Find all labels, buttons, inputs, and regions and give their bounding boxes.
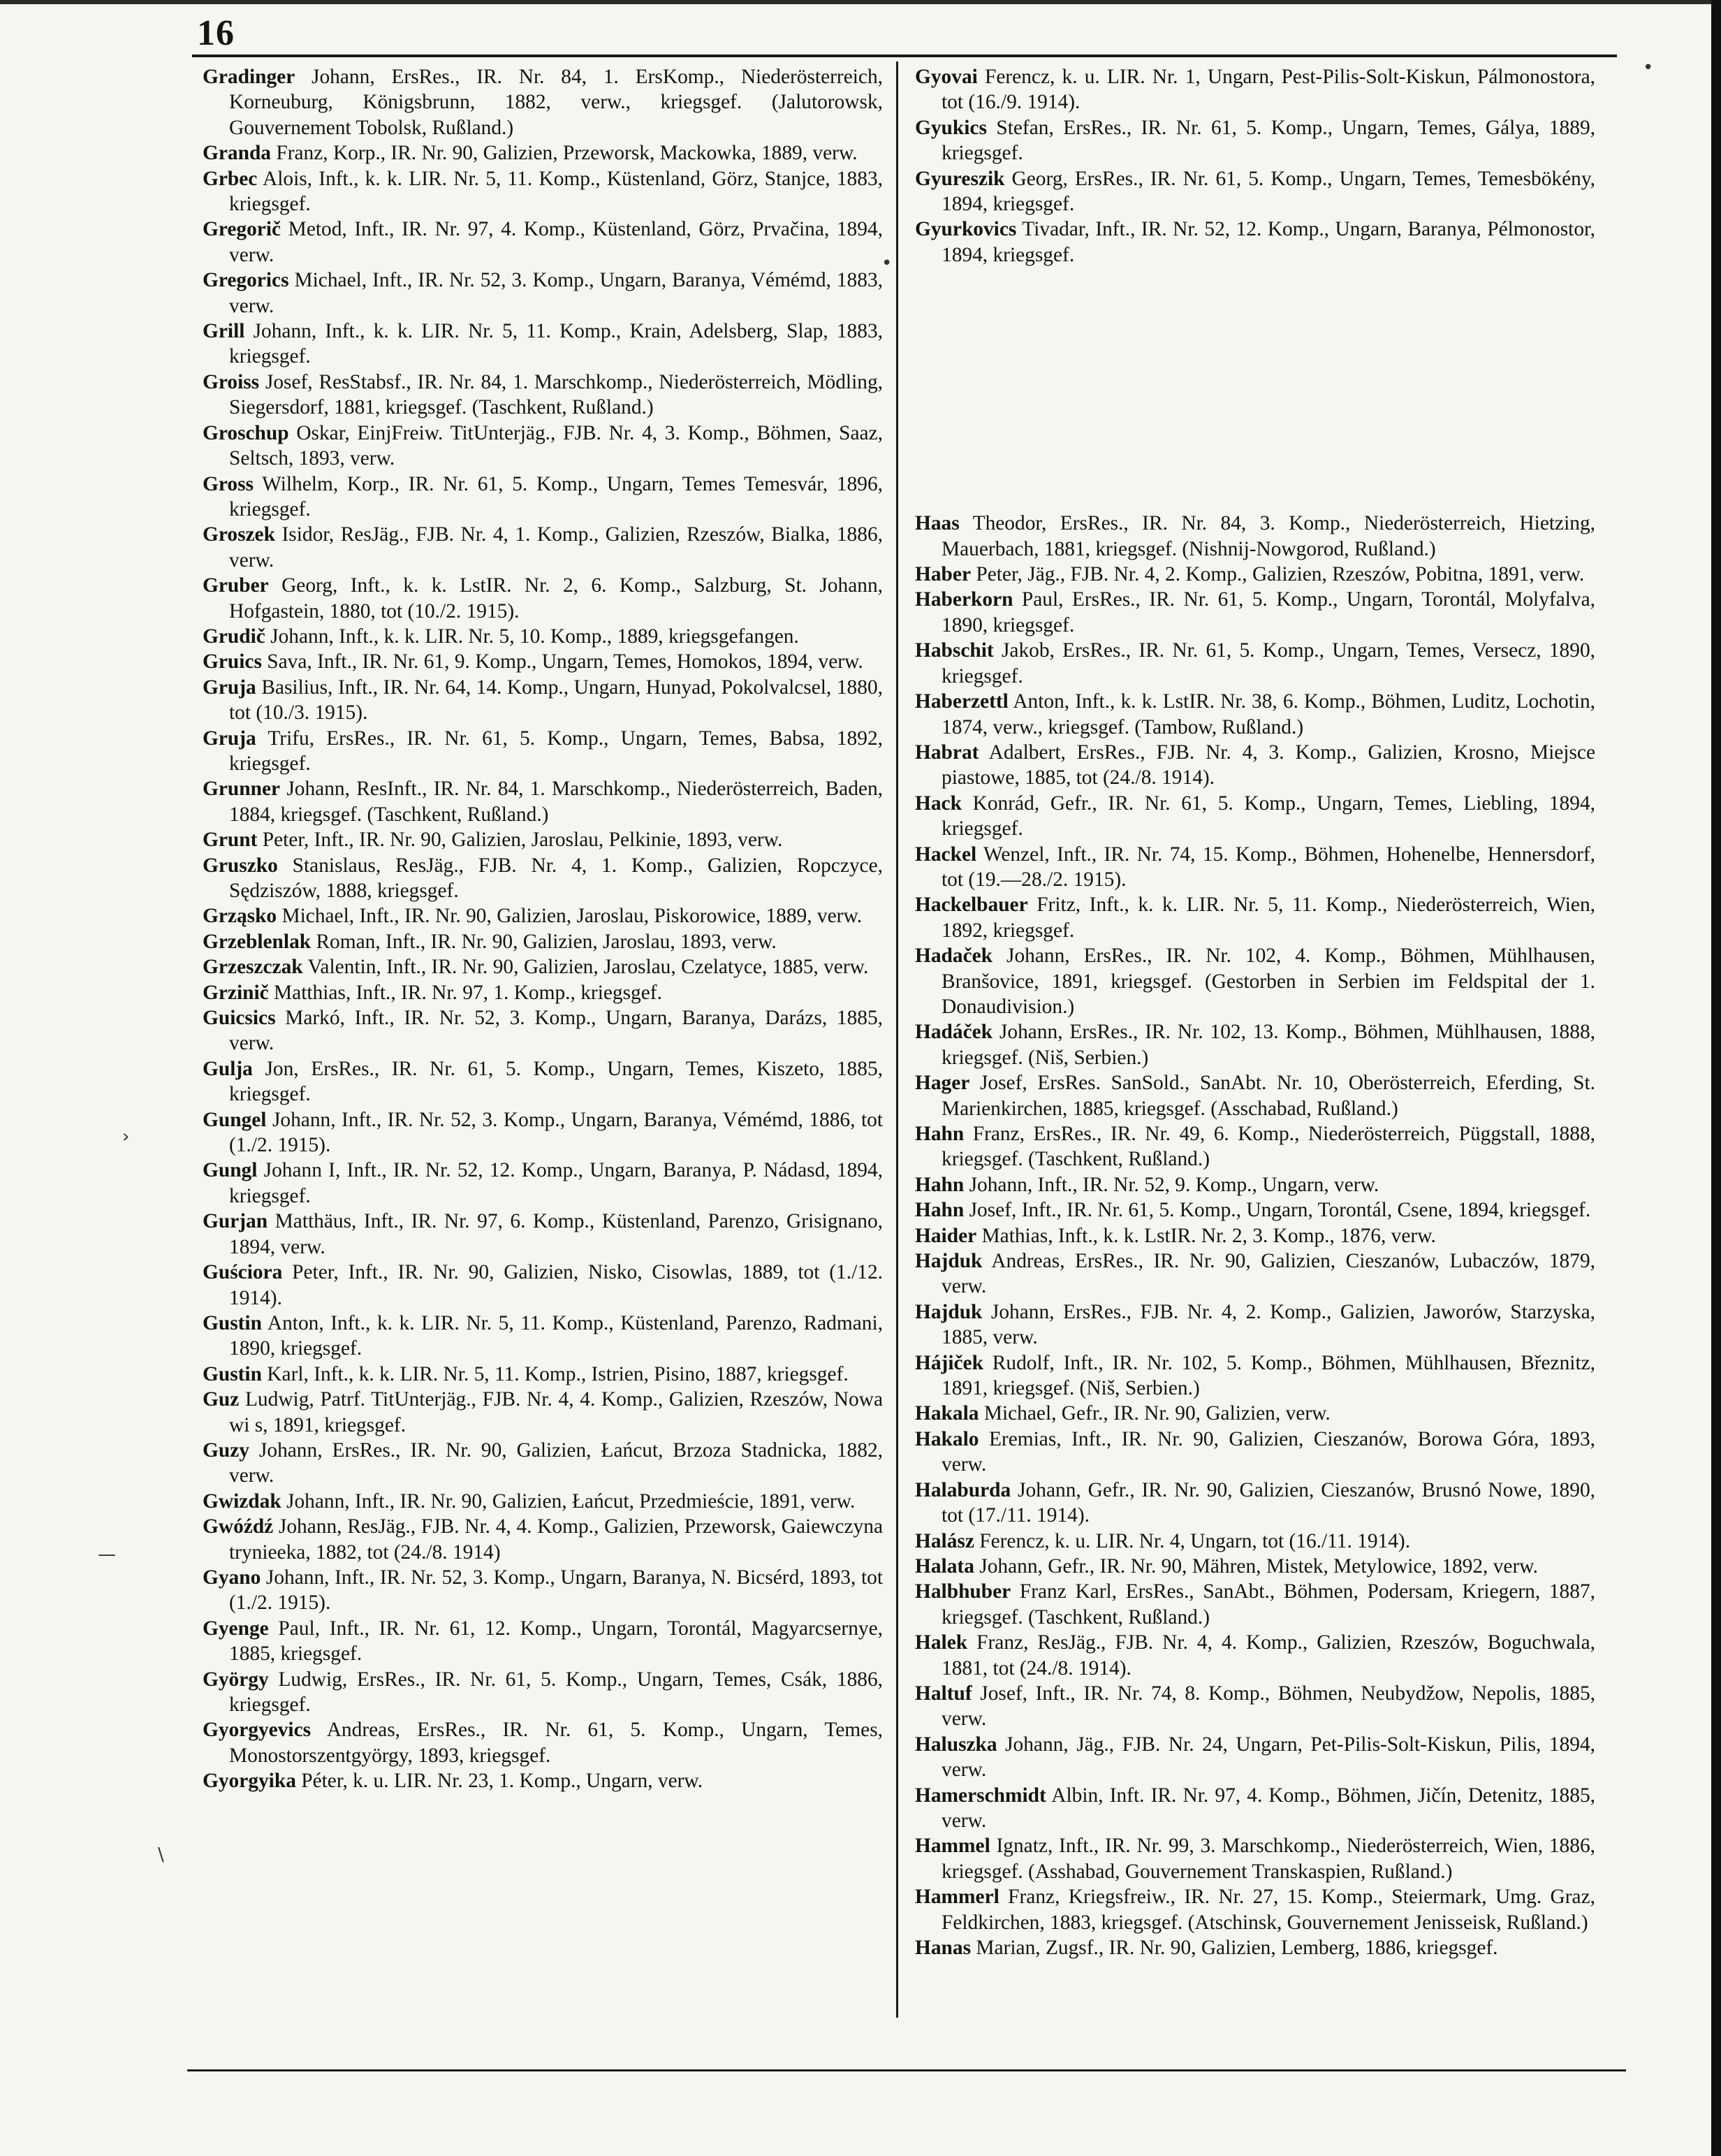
entry-details: Johann, Inft., k. k. LIR. Nr. 5, 10. Komp., 1889, kriegsgefangen. [265,625,799,648]
entry-surname: Groschup [203,421,289,444]
entry-details: Metod, Inft., IR. Nr. 97, 4. Komp., Küstenland, Görz, Prvačina, 1894, verw. [229,218,883,266]
list-entry [203,319,883,370]
entry-details: Oskar, EinjFreiw. TitUnterjäg., FJB. Nr. 4, 3. Komp., Böhmen, Saaz, Seltsch, 1893, verw. [229,421,883,470]
entry-details: Johann, Inft., IR. Nr. 52, 9. Komp., Ungarn, verw. [964,1173,1379,1196]
entry-details: Rudolf, Inft., IR. Nr. 102, 5. Komp., Böhmen, Mühlhausen, Březnitz, 1891, kriegsgef. (Niš, Serbien.) [942,1351,1595,1400]
entry-surname: Grudič [203,625,265,648]
entry-surname: Hájiček [915,1351,983,1374]
entry-details: Sava, Inft., IR. Nr. 61, 9. Komp., Ungarn, Temes, Homokos, 1894, verw. [261,650,863,673]
entry-surname: Haltuf [915,1682,972,1705]
left-column [203,64,883,1794]
entry-details: Ludwig, ErsRes., IR. Nr. 61, 5. Komp., Ungarn, Temes, Csák, 1886, kriegsgef. [229,1668,883,1716]
list-entry [915,638,1595,689]
list-entry [203,1158,883,1209]
list-entry [915,587,1595,638]
list-entry [203,522,883,573]
entry-surname: Grzeblenlak [203,930,312,953]
list-entry [203,64,883,140]
entry-details: Johann, Inft., IR. Nr. 52, 3. Komp., Ungarn, Baranya, N. Bicsérd, 1893, tot (1./2. 1915). [229,1566,883,1615]
list-entry [203,370,883,421]
stray-mark: › [122,1126,130,1147]
entry-details: Albin, Inft. IR. Nr. 97, 4. Komp., Böhmen, Jičín, Detenitz, 1885, verw. [942,1784,1595,1832]
entry-details: Karl, Inft., k. k. LIR. Nr. 5, 11. Komp., Istrien, Pisino, 1887, kriegsgef. [261,1362,849,1385]
entry-surname: Hack [915,792,962,815]
list-entry [203,903,883,928]
list-entry [915,511,1595,562]
entry-surname: Habschit [915,639,994,662]
entry-surname: Guściora [203,1261,283,1284]
entry-surname: Gungel [203,1108,267,1131]
list-entry [915,1350,1595,1401]
list-entry [915,562,1595,587]
entry-surname: Gustin [203,1311,262,1334]
entry-details: Johann, Jäg., FJB. Nr. 24, Ungarn, Pet-Pilis-Solt-Kiskun, Pilis, 1894, verw. [942,1733,1595,1782]
stray-mark: • [881,253,893,274]
entry-details: Tivadar, Inft., IR. Nr. 52, 12. Komp., Ungarn, Baranya, Pélmonostor, 1894, kriegsgef. [942,218,1595,266]
entry-details: Johann, ErsRes., IR. Nr. 102, 13. Komp., Böhmen, Mühlhausen, 1888, kriegsgef. (Niš, Serbien.) [942,1021,1595,1069]
entry-details: Anton, Inft., k. k. LstIR. Nr. 38, 6. Komp., Böhmen, Luditz, Lochotin, 1874, verw., kriegsgef. (Tambow, Rußland.) [942,690,1595,738]
entry-surname: Haberzettl [915,690,1009,713]
list-entry [915,1579,1595,1630]
list-entry [203,649,883,674]
entry-details: Franz, ResJäg., FJB. Nr. 4, 4. Komp., Galizien, Rzeszów, Boguchwala, 1881, tot (24./8. 1914). [942,1631,1595,1680]
entry-surname: Gyorgyika [203,1770,296,1793]
list-entry [203,980,883,1005]
list-entry [915,1070,1595,1121]
list-entry [203,1362,883,1387]
entry-surname: Guicsics [203,1007,276,1030]
entry-surname: Halász [915,1529,974,1552]
entry-surname: Haider [915,1224,977,1247]
entry-details: Wilhelm, Korp., IR. Nr. 61, 5. Komp., Ungarn, Temes Temesvár, 1896, kriegsgef. [229,472,883,520]
entry-details: Michael, Gefr., IR. Nr. 90, Galizien, verw. [979,1402,1331,1425]
entry-surname: Habrat [915,741,979,764]
list-entry [915,1248,1595,1299]
entry-details: Peter, Jäg., FJB. Nr. 4, 2. Komp., Galizien, Rzeszów, Pobitna, 1891, verw. [971,563,1585,586]
right-column-top-entries [915,64,1595,268]
list-entry [915,740,1595,791]
entry-surname: Haberkorn [915,588,1013,611]
list-entry [203,1438,883,1489]
list-entry [915,1223,1595,1248]
entry-details: Mathias, Inft., k. k. LstIR. Nr. 2, 3. Komp., 1876, verw. [976,1224,1436,1247]
list-entry [203,1717,883,1768]
entry-details: Johann, ErsRes., FJB. Nr. 4, 2. Komp., Galizien, Jaworów, Starzyska, 1885, verw. [942,1300,1595,1349]
list-entry [915,943,1595,1019]
stray-mark: \ [158,1844,164,1865]
entry-surname: Hahn [915,1123,965,1145]
entry-details: Franz, ErsRes., IR. Nr. 49, 6. Komp., Niederösterreich, Püggstall, 1888, kriegsgef. (Taschkent, Rußland.) [942,1123,1595,1171]
entry-details: Wenzel, Inft., IR. Nr. 74, 15. Komp., Böhmen, Hohenelbe, Hennersdorf, tot (19.—28./2. 1915). [942,843,1595,891]
entry-surname: Groszek [203,523,275,546]
list-entry [915,1019,1595,1070]
entry-surname: Hakala [915,1402,979,1425]
list-entry [915,64,1595,115]
entry-details: Johann, Inft., k. k. LIR. Nr. 5, 11. Komp., Krain, Adelsberg, Slap, 1883, kriegsgef. [229,320,883,368]
entry-surname: Hakalo [915,1427,979,1450]
list-entry [203,1005,883,1056]
list-entry [915,1401,1595,1426]
list-entry [203,573,883,624]
entry-details: Theodor, ErsRes., IR. Nr. 84, 3. Komp., Niederösterreich, Hietzing, Mauerbach, 1881, kriegsgef. (Nishnij-Nowgorod, Rußland.) [942,512,1595,560]
entry-details: Stefan, ErsRes., IR. Nr. 61, 5. Komp., Ungarn, Temes, Gálya, 1889, kriegsgef. [942,116,1595,165]
entry-surname: Gregorič [203,218,281,241]
entry-details: Johann, ErsRes., IR. Nr. 84, 1. ErsKomp., Niederösterreich, Korneuburg, Königsbrunn, 1882, verw., kriegsgef. (Jalutorowsk, Gouvernement Tobolsk, Rußland.) [229,66,883,139]
list-entry [203,217,883,268]
entry-surname: Gyukics [915,116,987,139]
list-entry [203,1667,883,1718]
list-entry [915,689,1595,740]
entry-surname: Gruber [203,574,269,597]
entry-surname: Hamerschmidt [915,1784,1046,1807]
entry-surname: Haber [915,563,971,586]
entry-surname: Hadaček [915,945,993,968]
entry-details: Franz, Korp., IR. Nr. 90, Galizien, Przeworsk, Mackowka, 1889, verw. [271,142,858,165]
entry-details: Franz Karl, ErsRes., SanAbt., Böhmen, Podersam, Kriegern, 1887, kriegsgef. (Taschkent, Rußland.) [942,1580,1595,1629]
page-number: 16 [197,13,235,53]
entry-surname: Gyovai [915,66,978,88]
entry-details: Valentin, Inft., IR. Nr. 90, Galizien, Jaroslau, Czelatyce, 1885, verw. [302,956,869,979]
list-entry [203,1311,883,1362]
entry-details: Fritz, Inft., k. k. LIR. Nr. 5, 11. Komp., Niederösterreich, Wien, 1892, kriegsgef. [942,894,1595,942]
footer-rule [187,2069,1626,2071]
entry-details: Peter, Inft., IR. Nr. 90, Galizien, Jaroslau, Pelkinie, 1893, verw. [257,829,783,852]
list-entry [915,791,1595,842]
list-entry [203,1260,883,1311]
entry-surname: Gross [203,472,254,495]
entry-surname: Halata [915,1554,974,1578]
entry-details: Marian, Zugsf., IR. Nr. 90, Galizien, Lemberg, 1886, kriegsgef. [971,1937,1498,1959]
entry-details: Josef, Inft., IR. Nr. 61, 5. Komp., Ungarn, Torontál, Csene, 1894, kriegsgef. [964,1199,1591,1222]
right-column-entries [915,511,1595,1960]
entry-surname: Gyureszik [915,167,1005,190]
entry-details: Eremias, Inft., IR. Nr. 90, Galizien, Cieszanów, Borowa Góra, 1893, verw. [942,1427,1595,1476]
header-rule [192,54,1617,57]
entry-details: Ferencz, k. u. LIR. Nr. 4, Ungarn, tot (16./11. 1914). [974,1529,1411,1552]
entry-details: Ferencz, k. u. LIR. Nr. 1, Ungarn, Pest-Pilis-Solt-Kiskun, Pálmonostora, tot (16./9. 1914). [942,66,1595,114]
entry-surname: Halek [915,1631,968,1654]
entry-surname: Gruja [203,727,256,750]
entry-details: Paul, ErsRes., IR. Nr. 61, 5. Komp., Ungarn, Torontál, Molyfalva, 1890, kriegsgef. [942,588,1595,636]
entry-details: Johann, ResJäg., FJB. Nr. 4, 4. Komp., Galizien, Przeworsk, Gaiewczyna trynieeka, 1882, tot (24./8. 1914) [229,1515,883,1564]
entry-details: Johann, ErsRes., IR. Nr. 102, 4. Komp., Böhmen, Mühlhausen, Branšovice, 1891, kriegsgef. (Gestorben in Serbien im Feldspital der 1. Donaudivision.) [942,945,1595,1018]
section-gap [915,268,1595,511]
entry-surname: Gyorgyevics [203,1719,312,1742]
entry-details: Johann, ResInft., IR. Nr. 84, 1. Marschkomp., Niederösterreich, Baden, 1884, kriegsgef. (Taschkent, Rußland.) [229,778,883,826]
list-entry [203,1616,883,1667]
entry-surname: Hackelbauer [915,894,1028,917]
entry-details: Josef, Inft., IR. Nr. 74, 8. Komp., Böhmen, Neubydžow, Nepolis, 1885, verw. [942,1682,1595,1731]
column-divider [896,61,898,2018]
entry-surname: Gyenge [203,1617,269,1640]
entry-surname: Granda [203,142,271,165]
entry-details: Andreas, ErsRes., IR. Nr. 90, Galizien, Cieszanów, Lubaczów, 1879, verw. [942,1250,1595,1298]
entry-details: Adalbert, ErsRes., FJB. Nr. 4, 3. Komp., Galizien, Krosno, Miejsce piastowe, 1885, tot (24./8. 1914). [942,741,1595,789]
list-entry [203,1056,883,1107]
entry-surname: Gyano [203,1566,261,1589]
entry-surname: Haas [915,512,960,535]
entry-surname: Groiss [203,370,260,393]
entry-details: Peter, Inft., IR. Nr. 90, Galizien, Nisko, Cisowlas, 1889, tot (1./12. 1914). [229,1261,883,1309]
entry-surname: Gungl [203,1159,258,1182]
right-column [915,64,1595,1960]
entry-surname: Grząsko [203,905,277,928]
entry-details: Georg, Inft., k. k. LstIR. Nr. 2, 6. Komp., Salzburg, St. Johann, Hofgastein, 1880, tot (10./2. 1915). [229,574,883,622]
entry-surname: Grzinič [203,981,269,1004]
entry-details: Konrád, Gefr., IR. Nr. 61, 5. Komp., Ungarn, Temes, Liebling, 1894, kriegsgef. [942,792,1595,840]
entry-details: Michael, Inft., IR. Nr. 52, 3. Komp., Ungarn, Baranya, Vémémd, 1883, verw. [229,269,883,317]
entry-details: Stanislaus, ResJäg., FJB. Nr. 4, 1. Komp., Galizien, Ropczyce, Sędziszów, 1888, kriegsgef. [229,854,883,902]
list-entry [203,1107,883,1158]
entry-surname: Hahn [915,1199,965,1222]
entry-surname: Hanas [915,1937,972,1959]
list-entry [203,929,883,954]
entry-details: Johann I, Inft., IR. Nr. 52, 12. Komp., Ungarn, Baranya, P. Nádasd, 1894, kriegsgef. [229,1159,883,1207]
list-entry [203,624,883,649]
list-entry [203,140,883,166]
stray-mark: • [1643,57,1654,78]
entry-details: Basilius, Inft., IR. Nr. 64, 14. Komp., Ungarn, Hunyad, Pokolvalcsel, 1880, tot (10./3. 1915). [229,676,883,724]
list-entry [203,1209,883,1260]
list-entry [203,1768,883,1793]
entry-surname: Gurjan [203,1210,268,1233]
entry-surname: Gustin [203,1362,262,1385]
entry-details: Michael, Inft., IR. Nr. 90, Galizien, Jaroslau, Piskorowice, 1889, verw. [277,905,863,928]
entry-details: Markó, Inft., IR. Nr. 52, 3. Komp., Ungarn, Baranya, Darázs, 1885, verw. [229,1007,883,1055]
entry-details: Matthäus, Inft., IR. Nr. 97, 6. Komp., Küstenland, Parenzo, Grisignano, 1894, verw. [229,1210,883,1258]
list-entry [915,1681,1595,1732]
list-entry [203,268,883,319]
entry-surname: Halbhuber [915,1580,1011,1603]
entry-surname: Grunt [203,829,258,852]
list-entry [203,1489,883,1514]
list-entry [203,954,883,979]
entry-details: Trifu, ErsRes., IR. Nr. 61, 5. Komp., Ungarn, Temes, Babsa, 1892, kriegsgef. [229,727,883,775]
entry-details: Johann, Inft., IR. Nr. 90, Galizien, Łańcut, Przedmieście, 1891, verw. [281,1489,856,1513]
list-entry [915,1172,1595,1197]
entry-surname: Halaburda [915,1478,1011,1501]
list-entry [915,1427,1595,1478]
entry-surname: Gruszko [203,854,278,877]
entry-surname: Grbec [203,167,258,190]
scan-edge-top [0,0,1721,4]
entry-details: Ignatz, Inft., IR. Nr. 99, 3. Marschkomp., Niederösterreich, Wien, 1886, kriegsgef. (Asshabad, Gouvernement Transkaspien, Rußland.) [942,1835,1595,1883]
list-entry [915,1478,1595,1529]
entry-surname: Guzy [203,1438,249,1462]
entry-surname: Grunner [203,778,281,801]
entry-surname: Hammerl [915,1886,999,1909]
entry-details: Ludwig, Patrf. TitUnterjäg., FJB. Nr. 4, 4. Komp., Galizien, Rzeszów, Nowa wi s, 1891, kriegsgef. [229,1388,883,1436]
entry-details: Jakob, ErsRes., IR. Nr. 61, 5. Komp., Ungarn, Temes, Versecz, 1890, kriegsgef. [942,639,1595,687]
entry-surname: György [203,1668,269,1691]
entry-details: Matthias, Inft., IR. Nr. 97, 1. Komp., kriegsgef. [268,981,662,1004]
entry-details: Josef, ResStabsf., IR. Nr. 84, 1. Marschkomp., Niederösterreich, Mödling, Siegersdorf, 1881, kriegsgef. (Taschkent, Rußland.) [229,370,883,419]
entry-surname: Grill [203,320,245,343]
entry-details: Johann, ErsRes., IR. Nr. 90, Galizien, Łańcut, Brzoza Stadnicka, 1882, verw. [229,1438,883,1487]
list-entry [915,892,1595,943]
stray-mark: — [98,1544,116,1565]
entry-details: Paul, Inft., IR. Nr. 61, 12. Komp., Ungarn, Torontál, Magyarcsernye, 1885, kriegsgef. [229,1617,883,1666]
list-entry [203,726,883,777]
entry-surname: Gradinger [203,66,295,88]
entry-details: Péter, k. u. LIR. Nr. 23, 1. Komp., Ungarn, verw. [295,1770,703,1793]
list-entry [915,166,1595,217]
list-entry [915,1935,1595,1960]
entry-surname: Hahn [915,1173,965,1196]
entry-details: Johann, Inft., IR. Nr. 52, 3. Komp., Ungarn, Baranya, Vémémd, 1886, tot (1./2. 1915). [229,1108,883,1157]
list-entry [915,1783,1595,1834]
entry-details: Georg, ErsRes., IR. Nr. 61, 5. Komp., Ungarn, Temes, Temesbökény, 1894, kriegsgef. [942,167,1595,216]
list-entry [915,1299,1595,1350]
entry-details: Roman, Inft., IR. Nr. 90, Galizien, Jaroslau, 1893, verw. [311,930,777,953]
list-entry [203,1565,883,1616]
entry-surname: Hammel [915,1835,990,1858]
list-entry [915,1197,1595,1223]
entry-surname: Hadáček [915,1021,993,1044]
list-entry [203,853,883,904]
list-entry [203,675,883,726]
entry-details: Johann, Gefr., IR. Nr. 90, Galizien, Cieszanów, Brusnó Nowe, 1890, tot (17./11. 1914). [942,1478,1595,1527]
scan-edge-right [1711,0,1721,2156]
list-entry [915,1630,1595,1681]
list-entry [203,472,883,523]
entry-surname: Haluszka [915,1733,997,1756]
list-entry [915,1884,1595,1935]
list-entry [915,1121,1595,1172]
entry-surname: Hackel [915,843,977,866]
list-entry [915,1732,1595,1783]
list-entry [203,1514,883,1565]
entry-details: Jon, ErsRes., IR. Nr. 61, 5. Komp., Ungarn, Temes, Kiszeto, 1885, kriegsgef. [229,1057,883,1106]
list-entry [203,166,883,217]
list-entry [915,1833,1595,1884]
entry-surname: Gwóźdź [203,1515,274,1538]
list-entry [203,421,883,472]
entry-surname: Gwizdak [203,1489,281,1513]
entry-surname: Hager [915,1072,970,1095]
list-entry [915,1529,1595,1554]
list-entry [915,1554,1595,1579]
entry-surname: Gruics [203,650,262,673]
entry-surname: Grzeszczak [203,956,303,979]
list-entry [915,842,1595,893]
list-entry [203,1387,883,1438]
entry-details: Josef, ErsRes. SanSold., SanAbt. Nr. 10, Oberösterreich, Eferding, St. Marienkirchen, 1885, kriegsgef. (Asschabad, Rußland.) [942,1072,1595,1120]
entry-details: Isidor, ResJäg., FJB. Nr. 4, 1. Komp., Galizien, Rzeszów, Bialka, 1886, verw. [229,523,883,571]
list-entry [203,827,883,852]
entry-surname: Gulja [203,1057,253,1080]
entry-surname: Gyurkovics [915,218,1017,241]
entry-details: Alois, Inft., k. k. LIR. Nr. 5, 11. Komp., Küstenland, Görz, Stanjce, 1883, kriegsgef. [229,167,883,216]
list-entry [915,217,1595,268]
entry-details: Andreas, ErsRes., IR. Nr. 61, 5. Komp., Ungarn, Temes, Monostorszentgyörgy, 1893, kriegsgef. [229,1719,883,1767]
entry-surname: Gregorics [203,269,289,292]
entry-details: Franz, Kriegsfreiw., IR. Nr. 27, 15. Komp., Steiermark, Umg. Graz, Feldkirchen, 1883, kriegsgef. (Atschinsk, Gouvernement Jenisseisk, Rußland.) [942,1886,1595,1934]
entry-surname: Guz [203,1388,240,1411]
list-entry [203,776,883,827]
entry-surname: Hajduk [915,1300,983,1323]
entry-surname: Gruja [203,676,256,699]
entry-details: Johann, Gefr., IR. Nr. 90, Mähren, Mistek, Metylowice, 1892, verw. [974,1554,1538,1578]
list-entry [915,115,1595,166]
entry-surname: Hajduk [915,1250,983,1273]
entry-details: Anton, Inft., k. k. LIR. Nr. 5, 11. Komp., Küstenland, Parenzo, Radmani, 1890, kriegsgef. [229,1311,883,1360]
